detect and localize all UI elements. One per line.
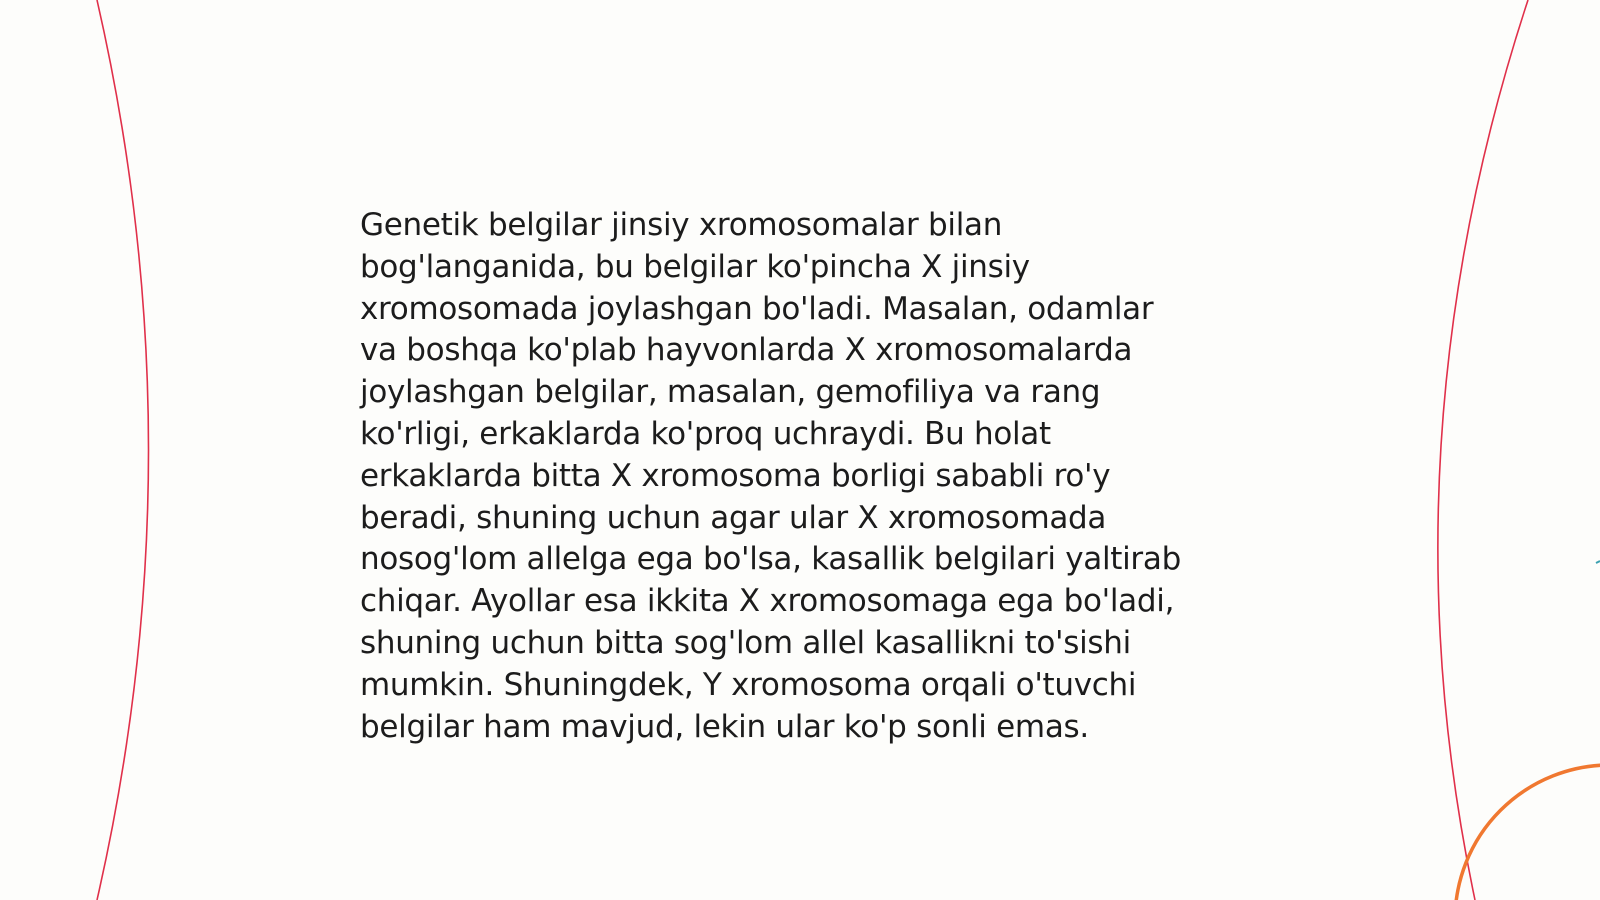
body-paragraph: Genetik belgilar jinsiy xromosomalar bilan bog'langanida, bu belgilar ko'pincha X jinsiy xromosomada joylashgan bo'ladi. Masalan, odamlar va boshqa ko'plab hayvonlarda X xromosomalarda joylashgan belgilar, masalan, gemofiliya va rang ko'rligi, erkaklarda ko'proq uchraydi. Bu holat erkaklarda bitta X xromosoma borligi sababli ro'y beradi, shuning uchun agar ular X xromosomada nosog'lom allelga ega bo'lsa, kasallik belgilari yaltirab chiqar. Ayollar esa ikkita X xromosomaga ega bo'ladi, shuning uchun bitta sog'lom allel kasallikni to'sishi mumkin. Shuningdek, Y xromosoma orqali o'tuvchi belgilar ham mavjud, lekin ular ko'p sonli emas. [360,207,1181,745]
right-curve-line [1438,0,1528,900]
orange-arc [1455,765,1600,900]
teal-accent-mark [1596,561,1600,563]
left-curve-line [97,0,149,900]
